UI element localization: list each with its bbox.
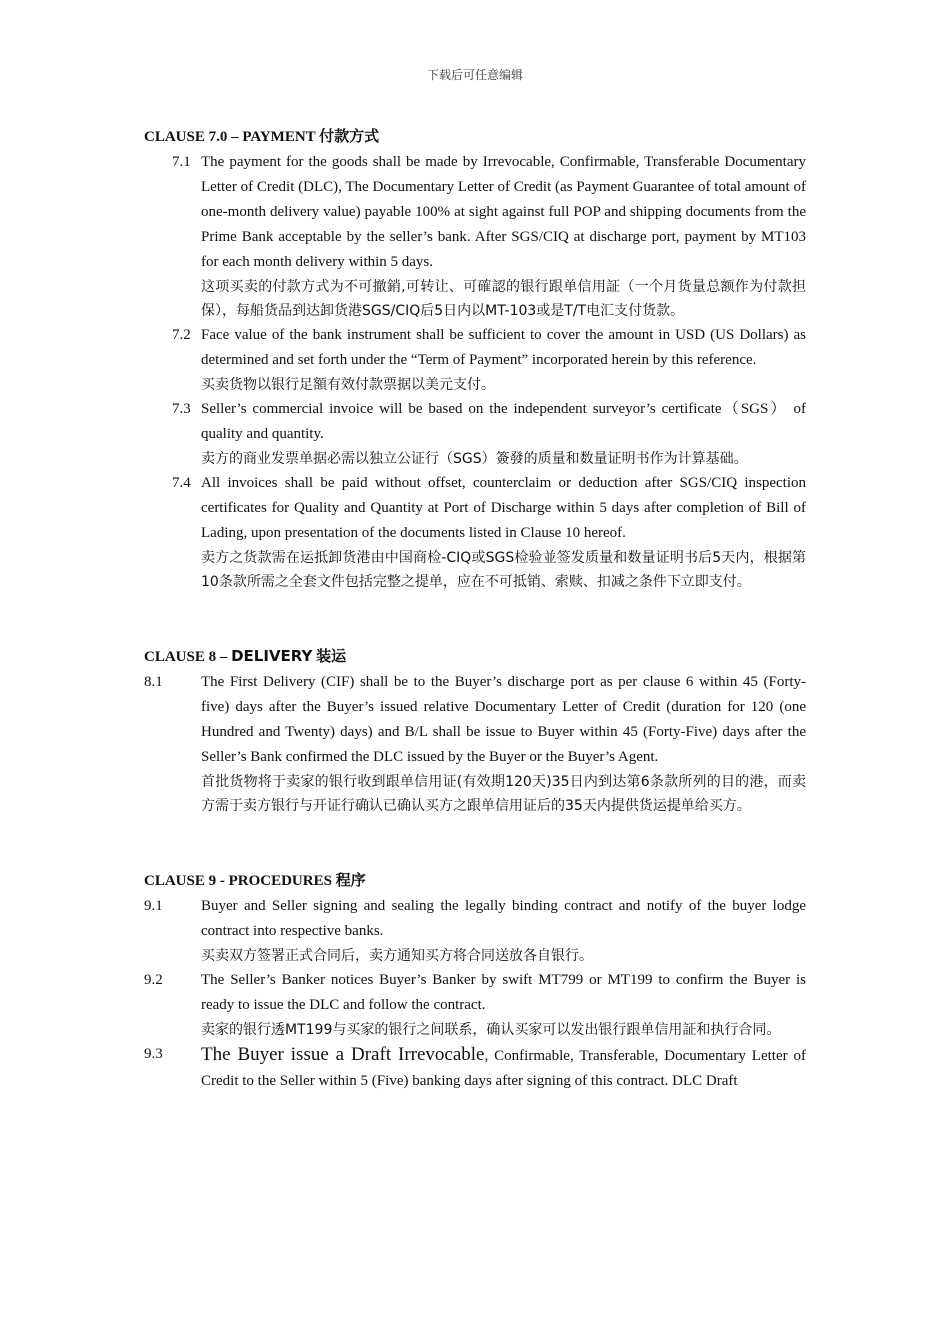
clause-7-title-en: CLAUSE 7.0 – PAYMENT: [144, 129, 316, 145]
page-header: 下载后可任意编辑: [426, 68, 523, 82]
item-text-zh: 卖方的商业发票单据必需以独立公证行（SGS）簽發的质量和数量证明书作为计算基础。: [201, 451, 748, 467]
clause-8-title-en: CLAUSE 8 –: [144, 649, 228, 665]
item-text-zh: 首批货物将于卖家的银行收到跟单信用证(有效期120天)35日内到达第6条款所列的目的港，而卖方需于卖方银行与开证行确认已确认买方之跟单信用证后的35天内提供货运提单给买方。: [201, 774, 806, 814]
item-text-en: Face value of the bank instrument shall be sufficient to cover the amount in USD (US Dollars) as determined and set forth under the “Term of Payment” incorporated herein by this reference.: [201, 327, 806, 368]
item-text-en: The First Delivery (CIF) shall be to the Buyer’s discharge port as per clause 6 within 45 (Forty- five) days after the Buyer’s issued relative Documentary Letter of Credit (duration for 120 (one Hundred and Twenty) days) and B/L shall be issue to Buyer within 45 (Forty-Five) days after the Seller’s Bank confirmed the DLC issued by the Buyer or the Buyer’s Agent.: [201, 674, 806, 765]
clause-8-title-zh: 装运: [316, 647, 347, 665]
item-text-en: The Seller’s Banker notices Buyer’s Banker by swift MT799 or MT199 to confirm the Buyer is ready to issue the DLC and follow the contract.: [201, 972, 806, 1013]
clause-9-1: [144, 894, 806, 968]
item-number: 9.1: [144, 898, 163, 914]
clause-7-title: [144, 124, 806, 150]
item-text-zh: 卖方之货款需在运抵卸货港由中国商检-CIQ或SGS检验並签发质量和数量证明书后5天内，根据第10条款所需之全套文件包括完整之提单，应在不可抵销、索赎、扣减之条件下立即支付。: [201, 550, 806, 590]
clause-7-1: [144, 150, 806, 323]
clause-8-1: [144, 670, 806, 818]
item-text-en: The payment for the goods shall be made by Irrevocable, Confirmable, Transferable Documentary Letter of Credit (DLC), The Documentary Letter of Credit (as Payment Guarantee of total amount of one-month delivery value) payable 100% at sight against full POP and shipping documents from the Prime Bank acceptable by the seller’s bank. After SGS/CIQ at discharge port, payment by MT103 for each month delivery within 5 days.: [201, 154, 806, 270]
item-text-zh: 卖家的银行透MT199与买家的银行之间联系，确认买家可以发出银行跟单信用証和执行合同。: [201, 1022, 781, 1038]
item-text-zh: 买卖货物以银行足額有效付款票据以美元支付。: [201, 377, 495, 393]
clause-9-3: [144, 1042, 806, 1094]
item-text-zh: 这项买卖的付款方式为不可撤銷,可转让、可確認的银行跟单信用証（一个月货量总额作为付款担保），每船货品到达卸货港SGS/CIQ后5日内以MT-103或是T/T电汇支付货款。: [201, 279, 806, 319]
item-text-en: Buyer and Seller signing and sealing the legally binding contract and notify of the buyer lodge contract into respective banks.: [201, 898, 806, 939]
item-text-zh: 买卖双方签署正式合同后，卖方通知买方将合同送放各自银行。: [201, 948, 593, 964]
clause-9-2: [144, 968, 806, 1042]
clause-8-title: [144, 644, 806, 670]
item-text-en: All invoices shall be paid without offset, counterclaim or deduction after SGS/CIQ inspection certificates for Quality and Quantity at Port of Discharge within 5 days after completion of Bill of Lading, upon presentation of the documents listed in Clause 10 hereof.: [201, 475, 806, 541]
clause-7-4: [144, 471, 806, 594]
item-number: 9.2: [144, 972, 163, 988]
item-text-en: [144, 1042, 806, 1094]
clause-9-title: [144, 868, 806, 894]
clause-8-title-en-delivery: DELIVERY: [231, 647, 313, 665]
clause-9-title-en: CLAUSE 9 - PROCEDURES: [144, 873, 332, 889]
item-text-en-large: The Buyer issue a Draft Irrevocable: [201, 1044, 485, 1065]
item-number: 9.3: [144, 1046, 163, 1062]
clause-7-2: [144, 323, 806, 397]
item-text-en-rest: , Confirmable, Transferable, Documentary Letter of Credit to the Seller within 5 (Five) banking days after signing of this contract. DLC Draft: [201, 1048, 806, 1089]
item-number: 7.1: [172, 154, 191, 170]
item-number: 7.4: [172, 475, 191, 491]
item-number: 8.1: [144, 674, 163, 690]
item-number: 7.2: [172, 327, 191, 343]
document-body: [144, 124, 806, 1094]
clause-9-title-zh: 程序: [335, 871, 366, 889]
item-text-en: Seller’s commercial invoice will be based on the independent surveyor’s certificate（SGS） of quality and quantity.: [201, 401, 806, 442]
item-number: 7.3: [172, 401, 191, 417]
clause-7-3: [144, 397, 806, 471]
clause-7-title-zh: 付款方式: [319, 127, 380, 145]
